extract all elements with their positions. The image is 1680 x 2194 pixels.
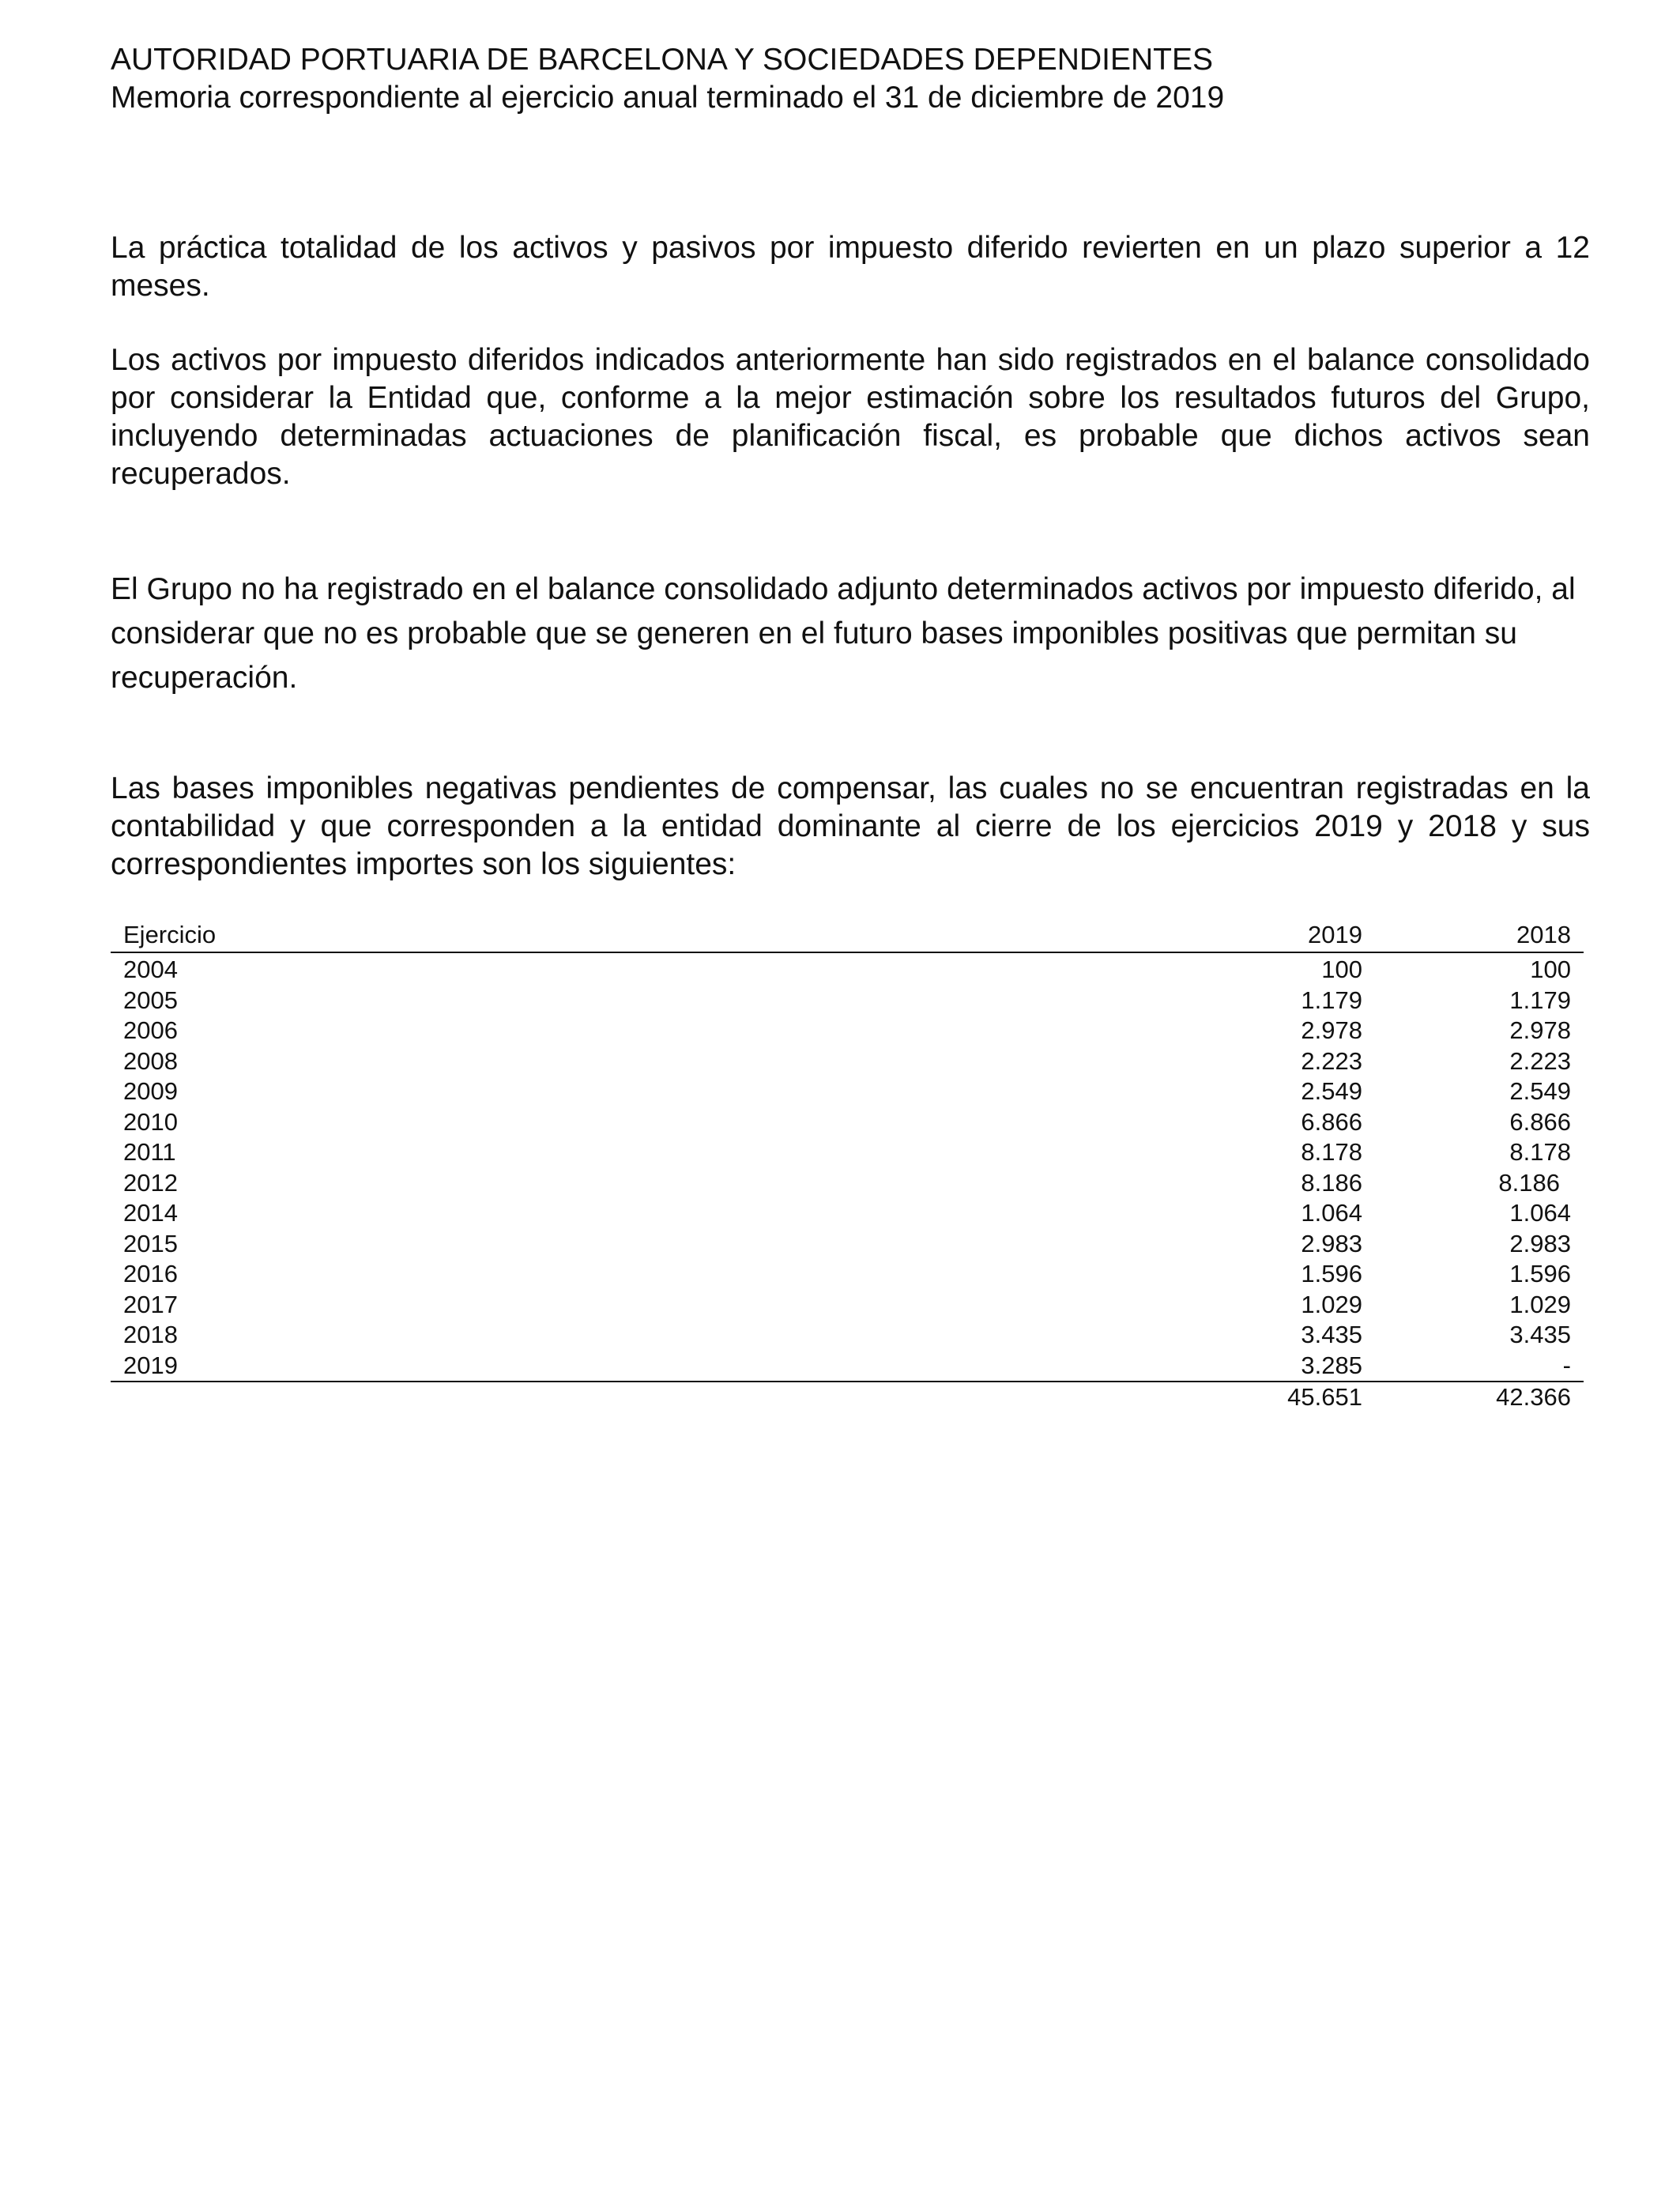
- tax-bases-table: [111, 920, 1584, 1414]
- row-value-2019: 2.978: [1301, 1016, 1362, 1044]
- table-row: [111, 1168, 1584, 1199]
- row-value-2019: 3.435: [1301, 1321, 1362, 1348]
- row-value-2018: 100: [1530, 956, 1571, 983]
- table-row: [111, 1229, 1584, 1260]
- row-value-2018: 1.596: [1509, 1260, 1571, 1287]
- row-value-2018: 3.435: [1509, 1321, 1571, 1348]
- table-row: [111, 1046, 1584, 1077]
- row-value-2018: 2.983: [1509, 1229, 1571, 1257]
- document-subtitle: Memoria correspondiente al ejercicio anual terminado el 31 de diciembre de 2019: [111, 81, 1225, 115]
- table-row: [111, 1016, 1584, 1046]
- row-year: 2019: [123, 1351, 178, 1379]
- document-header: [111, 41, 1588, 117]
- header-ejercicio: Ejercicio: [123, 921, 217, 948]
- document-title: AUTORIDAD PORTUARIA DE BARCELONA Y SOCIEDADES DEPENDIENTES: [111, 43, 1213, 77]
- row-value-2019: 2.983: [1301, 1229, 1362, 1257]
- row-value-2018: 8.186: [1498, 1168, 1560, 1197]
- table-row: [111, 1259, 1584, 1290]
- total-2019: 45.651: [1287, 1383, 1362, 1411]
- paragraph-deferred-tax-assets: Los activos por impuesto diferidos indicados anteriormente han sido registrados en el balance consolidado por considerar la Entidad que, conforme a la mejor estimación sobre los resultados futuros del Grupo, incluyendo determinadas actuaciones de planificación fiscal, es probable que dichos activos sean recuperados.: [111, 343, 1590, 491]
- row-value-2019: 1.596: [1301, 1260, 1362, 1287]
- row-value-2019: 1.029: [1301, 1290, 1362, 1318]
- row-value-2019: 3.285: [1301, 1351, 1362, 1379]
- row-year: 2006: [123, 1016, 178, 1044]
- row-year: 2010: [123, 1107, 178, 1136]
- row-value-2019: 6.866: [1301, 1107, 1362, 1136]
- row-value-2019: 100: [1321, 956, 1362, 983]
- row-value-2018: 1.064: [1509, 1199, 1571, 1227]
- row-year: 2018: [123, 1321, 178, 1348]
- table-row: [111, 1320, 1584, 1351]
- row-year: 2004: [123, 956, 178, 983]
- row-year: 2011: [123, 1138, 176, 1166]
- row-value-2018: 2.978: [1509, 1016, 1571, 1044]
- total-2018: 42.366: [1496, 1383, 1571, 1411]
- row-year: 2005: [123, 986, 178, 1014]
- row-value-2018: -: [1562, 1351, 1571, 1379]
- table-row: [111, 986, 1584, 1016]
- row-value-2019: 1.179: [1301, 986, 1362, 1014]
- header-2019: 2019: [1308, 921, 1362, 948]
- row-year: 2016: [123, 1260, 178, 1287]
- row-value-2019: 8.178: [1301, 1138, 1362, 1166]
- row-value-2019: 2.549: [1301, 1077, 1362, 1105]
- table-row: [111, 1198, 1584, 1229]
- table-row: [111, 1351, 1584, 1382]
- header-2018: 2018: [1516, 921, 1571, 948]
- table-header-row: [111, 920, 1584, 953]
- row-value-2018: 2.549: [1509, 1077, 1571, 1105]
- row-year: 2008: [123, 1046, 178, 1075]
- row-year: 2017: [123, 1290, 178, 1318]
- row-year: 2012: [123, 1168, 178, 1197]
- row-value-2018: 2.223: [1509, 1046, 1571, 1075]
- row-year: 2009: [123, 1077, 178, 1105]
- paragraph-unrecorded-assets: El Grupo no ha registrado en el balance consolidado adjunto determinados activos por impuesto diferido, al considerar que no es probable que se generen en el futuro bases imponibles positivas que permitan su recuperación.: [111, 572, 1576, 695]
- row-value-2018: 8.178: [1509, 1138, 1571, 1166]
- table-row: [111, 1290, 1584, 1321]
- paragraph-negative-tax-bases: Las bases imponibles negativas pendientes de compensar, las cuales no se encuentran registradas en la contabilidad y que corresponden a la entidad dominante al cierre de los ejercicios 2019 y 2018 y sus correspondientes importes son los siguientes:: [111, 771, 1590, 881]
- row-value-2019: 8.186: [1301, 1168, 1362, 1197]
- row-value-2019: 1.064: [1301, 1199, 1362, 1227]
- row-year: 2014: [123, 1199, 178, 1227]
- row-value-2018: 6.866: [1509, 1107, 1571, 1136]
- table-totals-row: [111, 1382, 1584, 1414]
- row-value-2018: 1.179: [1509, 986, 1571, 1014]
- paragraph-deferred-taxes-term: La práctica totalidad de los activos y pasivos por impuesto diferido revierten en un plazo superior a 12 meses.: [111, 231, 1590, 303]
- table-row: [111, 1076, 1584, 1107]
- row-value-2019: 2.223: [1301, 1046, 1362, 1075]
- table-row: [111, 1107, 1584, 1138]
- row-value-2018: 1.029: [1509, 1290, 1571, 1318]
- table-row: [111, 955, 1584, 986]
- row-year: 2015: [123, 1229, 178, 1257]
- table-row: [111, 1137, 1584, 1168]
- table-body: [111, 953, 1584, 1382]
